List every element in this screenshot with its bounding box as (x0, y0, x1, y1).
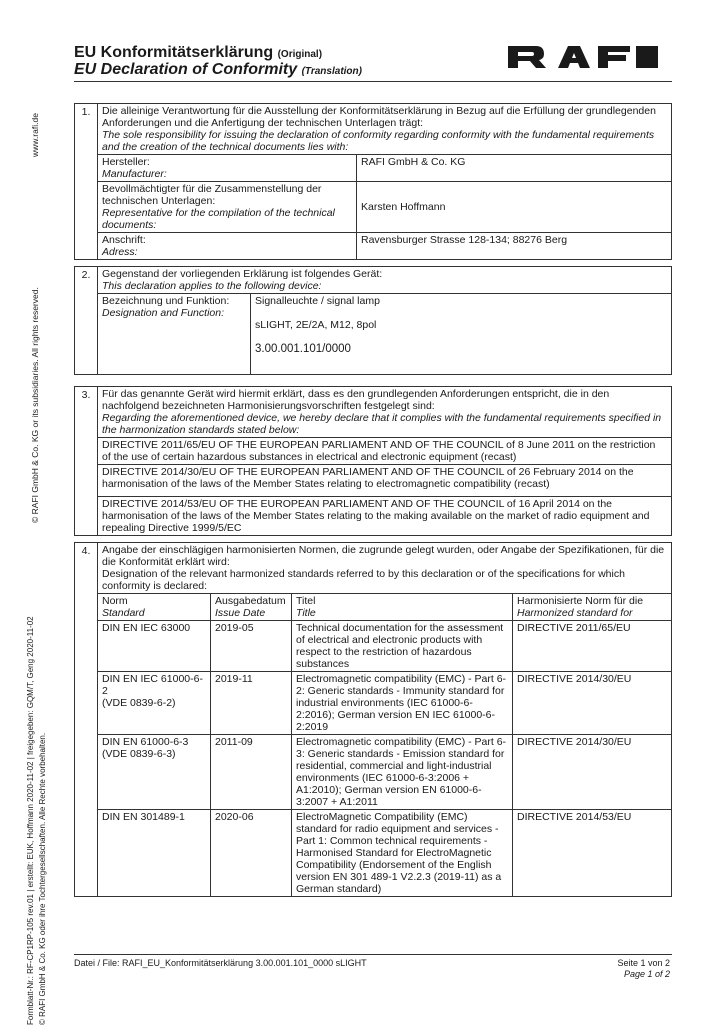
standard-norm: DIN EN 61000-6-3 (VDE 0839-6-3) (98, 735, 211, 810)
section-number: 3. (75, 387, 98, 536)
column-header-title: Titel Title (292, 594, 513, 621)
standard-title: Technical documentation for the assessment of electrical and electronic products with respect to the restriction of hazardous substances (292, 621, 513, 672)
standard-date: 2019-11 (211, 672, 292, 735)
section-intro: Angabe der einschlägigen harmonisierten Normen, die zugrunde gelegt wurden, oder Angabe der Spezifikationen, für die die Konformität erklärt wird: Designation of the relevant harmonized standards referred to by this declaration or of the specifications for which conformity is declared: (98, 543, 672, 594)
side-copyright: © RAFI GmbH & Co. KG or its subsidiaries. All rights reserved. (30, 287, 40, 523)
section-intro: Gegenstand der vorliegenden Erklärung ist folgendes Gerät: This declaration applies to the following device: (98, 267, 672, 294)
standard-norm: DIN EN IEC 63000 (98, 621, 211, 672)
directive-item: DIRECTIVE 2011/65/EU OF THE EUROPEAN PARLIAMENT AND OF THE COUNCIL of 8 June 2011 on the restriction of the use of certain hazardous substances in electrical and electronic equipment (recast) (98, 438, 672, 465)
standards-row (75, 621, 672, 672)
section-number: 2. (75, 267, 98, 375)
address-value: Ravensburger Strasse 128-134; 88276 Berg (357, 233, 672, 260)
column-header-harmonized: Harmonisierte Norm für die Harmonized standard for (513, 594, 672, 621)
directive-item: DIRECTIVE 2014/30/EU OF THE EUROPEAN PARLIAMENT AND OF THE COUNCIL of 26 February 2014 on the harmonisation of the laws of the Member States relating to electromagnetic compatibility (recast) (98, 465, 672, 497)
standard-title: ElectroMagnetic Compatibility (EMC) standard for radio equipment and services - Part 1: Common technical requirements - Harmonised Standard for ElectroMagnetic Compatibility (Endorsement of the English version EN 301 489-1 V2.2.3 (2019-11) as a German standard) (292, 810, 513, 897)
column-header-norm: Norm Standard (98, 594, 211, 621)
manufacturer-value: RAFI GmbH & Co. KG (357, 155, 672, 182)
side-form-info: Formblatt-Nr.: RF-CP1RP-105 rev.01 | erstellt: EUK, Hoffmann 2020-11-02 | freigegeben: GQM/T, Geng 2020-11-02 © RAFI GmbH & Co. KG oder ihre Tochtergesellschaften. Alle Rechte vorbehalten. (26, 616, 47, 1025)
section-1 (74, 103, 672, 260)
section-intro: Die alleinige Verantwortung für die Ausstellung der Konformitätserklärung in Bezug auf die Erfüllung der grundlegenden Anforderungen und die Anfertigung der technischen Unterlagen trägt: The sole responsibility for issuing the declaration of conformity regarding conformity with the fundamental requirements and the creation of the technical documents lies with: (98, 104, 672, 155)
title-english: EU Declaration of Conformity (Translation) (74, 61, 362, 78)
rafi-logo (506, 44, 660, 70)
footer-file-name: Datei / File: RAFI_EU_Konformitätserklärung 3.00.001.101_0000 sLIGHT (74, 958, 367, 968)
section-4 (74, 542, 672, 897)
side-website: www.rafi.de (30, 113, 40, 157)
standard-harmonized: DIRECTIVE 2011/65/EU (513, 621, 672, 672)
standard-harmonized: DIRECTIVE 2014/53/EU (513, 810, 672, 897)
section-3 (74, 386, 672, 536)
footer-page-number: Seite 1 von 2 Page 1 of 2 (617, 958, 670, 979)
title-german: EU Konformitätserklärung (Original) (74, 44, 323, 61)
standards-row (75, 735, 672, 810)
standard-title: Electromagnetic compatibility (EMC) - Part 6-2: Generic standards - Immunity standard for industrial environments (IEC 61000-6-2:2016); German version EN IEC 61000-6-2:2019 (292, 672, 513, 735)
representative-label: Bevollmächtigter für die Zusammenstellung der technischen Unterlagen: Representative for the compilation of the technical documents: (98, 182, 357, 233)
designation-value: Signalleuchte / signal lamp sLIGHT, 2E/2A, M12, 8pol 3.00.001.101/0000 (251, 294, 672, 375)
directive-item: DIRECTIVE 2014/53/EU OF THE EUROPEAN PARLIAMENT AND OF THE COUNCIL of 16 April 2014 on the harmonisation of the laws of the Member States relating to the making available on the market of radio equipment and repealing Directive 1999/5/EC (98, 497, 672, 536)
standard-date: 2019-05 (211, 621, 292, 672)
column-header-date: Ausgabedatum Issue Date (211, 594, 292, 621)
standard-title: Electromagnetic compatibility (EMC) - Part 6-3: Generic standards - Emission standard for residential, commercial and light-industrial environments (IEC 61000-6-3:2006 + A1:2010); German version EN 61000-6-3:2007 + A1:2011 (292, 735, 513, 810)
representative-value: Karsten Hoffmann (357, 182, 672, 233)
standard-date: 2011-09 (211, 735, 292, 810)
section-intro: Für das genannte Gerät wird hiermit erklärt, dass es den grundlegenden Anforderungen entspricht, die in den nachfolgend bezeichneten Harmonisierungsvorschriften festgelegt sind: Regarding the aforementioned device, we hereby declare that it complies with the fundamental requirements specified in the harmonization standards stated below: (98, 387, 672, 438)
standard-harmonized: DIRECTIVE 2014/30/EU (513, 672, 672, 735)
address-label: Anschrift: Adress: (98, 233, 357, 260)
section-number: 4. (75, 543, 98, 897)
designation-label: Bezeichnung und Funktion: Designation and Function: (98, 294, 251, 375)
section-2 (74, 266, 672, 375)
section-number: 1. (75, 104, 98, 260)
standard-harmonized: DIRECTIVE 2014/30/EU (513, 735, 672, 810)
header-rule (74, 81, 672, 82)
manufacturer-label: Hersteller: Manufacturer: (98, 155, 357, 182)
standards-header-row (75, 594, 672, 621)
standard-norm: DIN EN 301489-1 (98, 810, 211, 897)
standards-row (75, 672, 672, 735)
standard-norm: DIN EN IEC 61000-6-2 (VDE 0839-6-2) (98, 672, 211, 735)
footer-rule (74, 954, 672, 955)
standards-row (75, 810, 672, 897)
standard-date: 2020-06 (211, 810, 292, 897)
